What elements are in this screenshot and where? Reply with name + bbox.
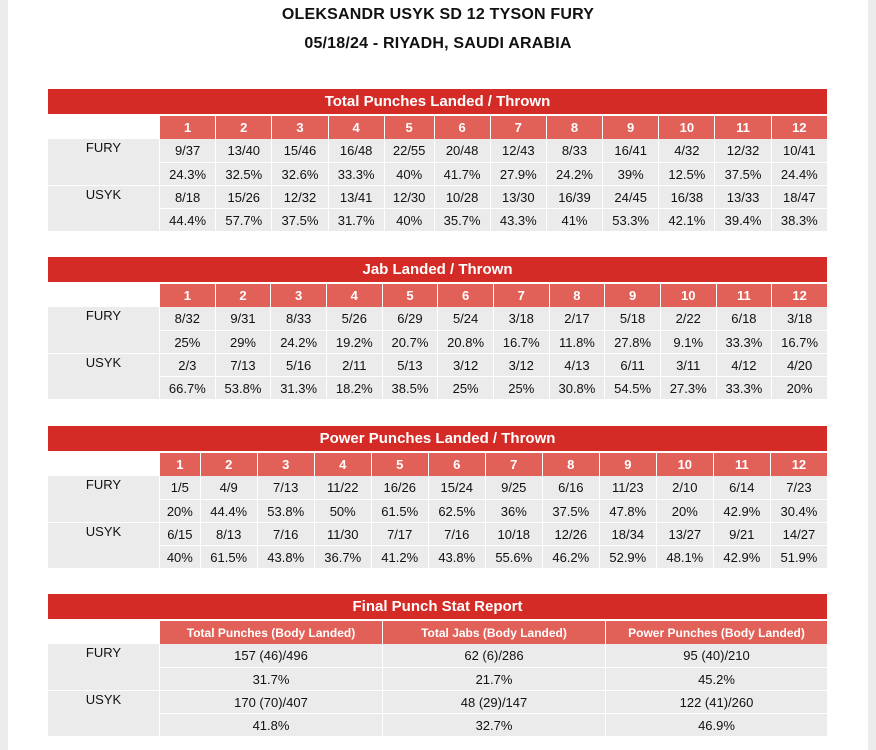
usyk-pct-row: [48, 713, 827, 736]
pct-cell: 24.2%: [270, 330, 326, 353]
stat-cell: 11/22: [314, 476, 371, 499]
round-header: 9: [602, 116, 658, 139]
stat-cell: 8/33: [546, 139, 602, 162]
stat-cell: 3/12: [493, 353, 549, 376]
usyk-pct-row: [48, 208, 827, 231]
stat-cell: 9/25: [485, 476, 542, 499]
pct-cell: 50%: [314, 499, 371, 522]
pct-cell: 62.5%: [428, 499, 485, 522]
fighter-label: [48, 353, 159, 399]
round-header: 2: [215, 284, 271, 307]
pct-cell: 16.7%: [493, 330, 549, 353]
stat-cell: 2/17: [549, 307, 605, 330]
stat-cell: 15/26: [215, 185, 271, 208]
stat-cell: 4/13: [549, 353, 605, 376]
usyk-pct-row: [48, 376, 827, 399]
round-header: 3: [270, 284, 326, 307]
round-header: 1: [159, 116, 215, 139]
pct-cell: 52.9%: [599, 545, 656, 568]
pct-cell: 12.5%: [658, 162, 714, 185]
pct-cell: 57.7%: [215, 208, 271, 231]
pct-cell: 20%: [159, 499, 200, 522]
round-header: 8: [546, 116, 602, 139]
stat-cell: 2/3: [159, 353, 215, 376]
stat-cell: 16/48: [328, 139, 384, 162]
round-header: 8: [549, 284, 605, 307]
stat-cell: 62 (6)/286: [382, 644, 605, 667]
pct-cell: 32.7%: [382, 713, 605, 736]
pct-cell: 44.4%: [200, 499, 257, 522]
stat-cell: 8/13: [200, 522, 257, 545]
pct-cell: 46.2%: [542, 545, 599, 568]
round-header: 10: [658, 116, 714, 139]
stat-cell: 12/43: [490, 139, 546, 162]
stat-cell: 9/21: [713, 522, 770, 545]
usyk-pct-row: [48, 545, 827, 568]
stat-cell: 3/18: [771, 307, 827, 330]
stat-cell: 7/16: [257, 522, 314, 545]
stat-cell: 157 (46)/496: [159, 644, 382, 667]
pct-cell: 21.7%: [382, 667, 605, 690]
pct-cell: 27.9%: [490, 162, 546, 185]
round-header: 7: [485, 453, 542, 476]
final-stat-report-table: [48, 594, 827, 736]
fury-counts-row: [48, 644, 827, 667]
fighter-label: [48, 476, 159, 522]
fighter-label: [48, 139, 159, 185]
usyk-counts-row: [48, 690, 827, 713]
jab-table: [48, 257, 827, 399]
stat-cell: 3/11: [660, 353, 716, 376]
stat-cell: 13/41: [328, 185, 384, 208]
stat-cell: 2/11: [326, 353, 382, 376]
pct-cell: 11.8%: [549, 330, 605, 353]
stat-cell: 5/16: [270, 353, 326, 376]
stat-cell: 12/26: [542, 522, 599, 545]
stat-cell: 4/12: [716, 353, 772, 376]
stat-cell: 170 (70)/407: [159, 690, 382, 713]
pct-cell: 20.8%: [437, 330, 493, 353]
stat-cell: 8/18: [159, 185, 215, 208]
pct-cell: 30.4%: [770, 499, 827, 522]
stat-cell: 2/10: [656, 476, 713, 499]
table-title: Jab Landed / Thrown: [48, 257, 827, 284]
stat-cell: 11/30: [314, 522, 371, 545]
stat-cell: 1/5: [159, 476, 200, 499]
stat-cell: 5/13: [382, 353, 438, 376]
pct-cell: 38.5%: [382, 376, 438, 399]
usyk-counts-row: [48, 522, 827, 545]
stat-cell: 4/20: [771, 353, 827, 376]
round-header: 9: [599, 453, 656, 476]
blank-corner: [48, 116, 159, 139]
fight-date-location: 05/18/24 - RIYADH, SAUDI ARABIA: [304, 35, 572, 52]
stat-cell: 6/29: [382, 307, 438, 330]
total-punches-table: [48, 89, 827, 231]
round-header: 6: [437, 284, 493, 307]
stat-cell: 20/48: [434, 139, 490, 162]
pct-cell: 31.7%: [159, 667, 382, 690]
blank-corner: [48, 453, 159, 476]
fighter-label: [48, 644, 159, 690]
round-header: 10: [656, 453, 713, 476]
pct-cell: 29%: [215, 330, 271, 353]
usyk-counts-row: [48, 185, 827, 208]
fighter-name: USYK: [85, 523, 122, 539]
pct-cell: 61.5%: [200, 545, 257, 568]
round-header: 9: [604, 284, 660, 307]
stat-cell: 5/18: [604, 307, 660, 330]
pct-cell: 40%: [159, 545, 200, 568]
stat-cell: 4/32: [658, 139, 714, 162]
stat-cell: 13/27: [656, 522, 713, 545]
pct-cell: 40%: [384, 208, 434, 231]
pct-cell: 41%: [546, 208, 602, 231]
pct-cell: 37.5%: [271, 208, 327, 231]
pct-cell: 53.8%: [215, 376, 271, 399]
pct-cell: 66.7%: [159, 376, 215, 399]
stat-cell: 48 (29)/147: [382, 690, 605, 713]
stat-cell: 3/12: [437, 353, 493, 376]
pct-cell: 30.8%: [549, 376, 605, 399]
column-header: Total Jabs (Body Landed): [382, 621, 605, 644]
stat-cell: 6/16: [542, 476, 599, 499]
pct-cell: 41.7%: [434, 162, 490, 185]
fury-counts-row: [48, 476, 827, 499]
pct-cell: 24.4%: [771, 162, 827, 185]
pct-cell: 53.8%: [257, 499, 314, 522]
pct-cell: 31.7%: [328, 208, 384, 231]
pct-cell: 36.7%: [314, 545, 371, 568]
pct-cell: 19.2%: [326, 330, 382, 353]
fury-counts-row: [48, 307, 827, 330]
stat-cell: 9/31: [215, 307, 271, 330]
pct-cell: 20%: [656, 499, 713, 522]
fighter-name: USYK: [85, 186, 122, 202]
fury-pct-row: [48, 330, 827, 353]
round-header: 4: [328, 116, 384, 139]
pct-cell: 51.9%: [770, 545, 827, 568]
pct-cell: 25%: [493, 376, 549, 399]
round-header: 6: [434, 116, 490, 139]
pct-cell: 37.5%: [542, 499, 599, 522]
pct-cell: 18.2%: [326, 376, 382, 399]
stat-cell: 2/22: [660, 307, 716, 330]
fight-result-title: OLEKSANDR USYK SD 12 TYSON FURY: [281, 6, 595, 23]
pct-cell: 24.2%: [546, 162, 602, 185]
pct-cell: 16.7%: [771, 330, 827, 353]
round-header: 5: [384, 116, 434, 139]
pct-cell: 37.5%: [714, 162, 770, 185]
pct-cell: 25%: [437, 376, 493, 399]
fighter-label: [48, 690, 159, 736]
table-title: Total Punches Landed / Thrown: [48, 89, 827, 116]
rounds-header-row: [48, 116, 827, 139]
stat-cell: 8/32: [159, 307, 215, 330]
round-header: 12: [771, 116, 827, 139]
page-left-edge: [0, 0, 8, 750]
fighter-name: USYK: [85, 354, 122, 370]
stat-cell: 7/23: [770, 476, 827, 499]
pct-cell: 39.4%: [714, 208, 770, 231]
pct-cell: 38.3%: [771, 208, 827, 231]
pct-cell: 39%: [602, 162, 658, 185]
stat-cell: 8/33: [270, 307, 326, 330]
fighter-name: FURY: [85, 308, 122, 323]
pct-cell: 48.1%: [656, 545, 713, 568]
stat-cell: 95 (40)/210: [605, 644, 827, 667]
fighter-label: [48, 307, 159, 353]
fighter-name: USYK: [85, 691, 122, 707]
stat-cell: 10/28: [434, 185, 490, 208]
fighter-label: [48, 522, 159, 568]
pct-cell: 33.3%: [716, 376, 772, 399]
stat-cell: 16/39: [546, 185, 602, 208]
pct-cell: 54.5%: [604, 376, 660, 399]
round-header: 3: [271, 116, 327, 139]
pct-cell: 25%: [159, 330, 215, 353]
pct-cell: 24.3%: [159, 162, 215, 185]
round-header: 2: [200, 453, 257, 476]
stat-cell: 10/41: [771, 139, 827, 162]
stat-cell: 5/26: [326, 307, 382, 330]
stat-cell: 14/27: [770, 522, 827, 545]
fighter-name: FURY: [85, 477, 122, 492]
stat-cell: 7/13: [215, 353, 271, 376]
stat-cell: 6/14: [713, 476, 770, 499]
pct-cell: 20%: [771, 376, 827, 399]
column-header: Total Punches (Body Landed): [159, 621, 382, 644]
fury-pct-row: [48, 499, 827, 522]
pct-cell: 31.3%: [270, 376, 326, 399]
stat-cell: 16/26: [371, 476, 428, 499]
pct-cell: 43.3%: [490, 208, 546, 231]
page-right-edge: [868, 0, 876, 750]
pct-cell: 41.2%: [371, 545, 428, 568]
stat-cell: 12/30: [384, 185, 434, 208]
stat-cell: 15/46: [271, 139, 327, 162]
round-header: 2: [215, 116, 271, 139]
stat-cell: 7/17: [371, 522, 428, 545]
stat-cell: 16/38: [658, 185, 714, 208]
pct-cell: 42.9%: [713, 545, 770, 568]
fury-pct-row: [48, 162, 827, 185]
stat-cell: 7/16: [428, 522, 485, 545]
pct-cell: 47.8%: [599, 499, 656, 522]
stat-cell: 6/18: [716, 307, 772, 330]
round-header: 3: [257, 453, 314, 476]
fury-counts-row: [48, 139, 827, 162]
pct-cell: 36%: [485, 499, 542, 522]
fury-pct-row: [48, 667, 827, 690]
pct-cell: 43.8%: [257, 545, 314, 568]
stat-cell: 13/30: [490, 185, 546, 208]
round-header: 4: [314, 453, 371, 476]
round-header: 11: [716, 284, 772, 307]
stat-cell: 12/32: [271, 185, 327, 208]
usyk-counts-row: [48, 353, 827, 376]
pct-cell: 61.5%: [371, 499, 428, 522]
column-header: Power Punches (Body Landed): [605, 621, 827, 644]
fighter-name: FURY: [85, 645, 122, 660]
stat-cell: 24/45: [602, 185, 658, 208]
fighter-name: FURY: [85, 140, 122, 155]
stat-cell: 11/23: [599, 476, 656, 499]
pct-cell: 41.8%: [159, 713, 382, 736]
round-header: 4: [326, 284, 382, 307]
stat-cell: 4/9: [200, 476, 257, 499]
stat-cell: 22/55: [384, 139, 434, 162]
round-header: 11: [714, 116, 770, 139]
pct-cell: 9.1%: [660, 330, 716, 353]
table-title: Final Punch Stat Report: [48, 594, 827, 621]
round-header: 7: [490, 116, 546, 139]
pct-cell: 27.3%: [660, 376, 716, 399]
stat-cell: 6/15: [159, 522, 200, 545]
pct-cell: 45.2%: [605, 667, 827, 690]
round-header: 5: [371, 453, 428, 476]
stat-cell: 16/41: [602, 139, 658, 162]
stat-cell: 15/24: [428, 476, 485, 499]
stat-cell: 13/33: [714, 185, 770, 208]
pct-cell: 33.3%: [716, 330, 772, 353]
power-punches-table: [48, 426, 827, 568]
pct-cell: 42.1%: [658, 208, 714, 231]
round-header: 6: [428, 453, 485, 476]
round-header: 5: [382, 284, 438, 307]
blank-corner: [48, 621, 159, 644]
pct-cell: 35.7%: [434, 208, 490, 231]
stat-cell: 10/18: [485, 522, 542, 545]
blank-corner: [48, 284, 159, 307]
stat-cell: 7/13: [257, 476, 314, 499]
stat-cell: 6/11: [604, 353, 660, 376]
pct-cell: 44.4%: [159, 208, 215, 231]
round-header: 1: [159, 284, 215, 307]
pct-cell: 53.3%: [602, 208, 658, 231]
stat-cell: 18/47: [771, 185, 827, 208]
pct-cell: 32.5%: [215, 162, 271, 185]
rounds-header-row: [48, 453, 827, 476]
pct-cell: 40%: [384, 162, 434, 185]
round-header: 12: [770, 453, 827, 476]
pct-cell: 43.8%: [428, 545, 485, 568]
pct-cell: 46.9%: [605, 713, 827, 736]
table-title: Power Punches Landed / Thrown: [48, 426, 827, 453]
round-header: 10: [660, 284, 716, 307]
pct-cell: 27.8%: [604, 330, 660, 353]
stat-cell: 3/18: [493, 307, 549, 330]
stat-cell: 122 (41)/260: [605, 690, 827, 713]
round-header: 11: [713, 453, 770, 476]
round-header: 1: [159, 453, 200, 476]
final-columns-header-row: [48, 621, 827, 644]
stat-cell: 13/40: [215, 139, 271, 162]
pct-cell: 55.6%: [485, 545, 542, 568]
stat-cell: 9/37: [159, 139, 215, 162]
round-header: 12: [771, 284, 827, 307]
stat-cell: 12/32: [714, 139, 770, 162]
stat-cell: 18/34: [599, 522, 656, 545]
stat-cell: 5/24: [437, 307, 493, 330]
pct-cell: 32.6%: [271, 162, 327, 185]
rounds-header-row: [48, 284, 827, 307]
fighter-label: [48, 185, 159, 231]
round-header: 7: [493, 284, 549, 307]
round-header: 8: [542, 453, 599, 476]
pct-cell: 20.7%: [382, 330, 438, 353]
pct-cell: 42.9%: [713, 499, 770, 522]
pct-cell: 33.3%: [328, 162, 384, 185]
